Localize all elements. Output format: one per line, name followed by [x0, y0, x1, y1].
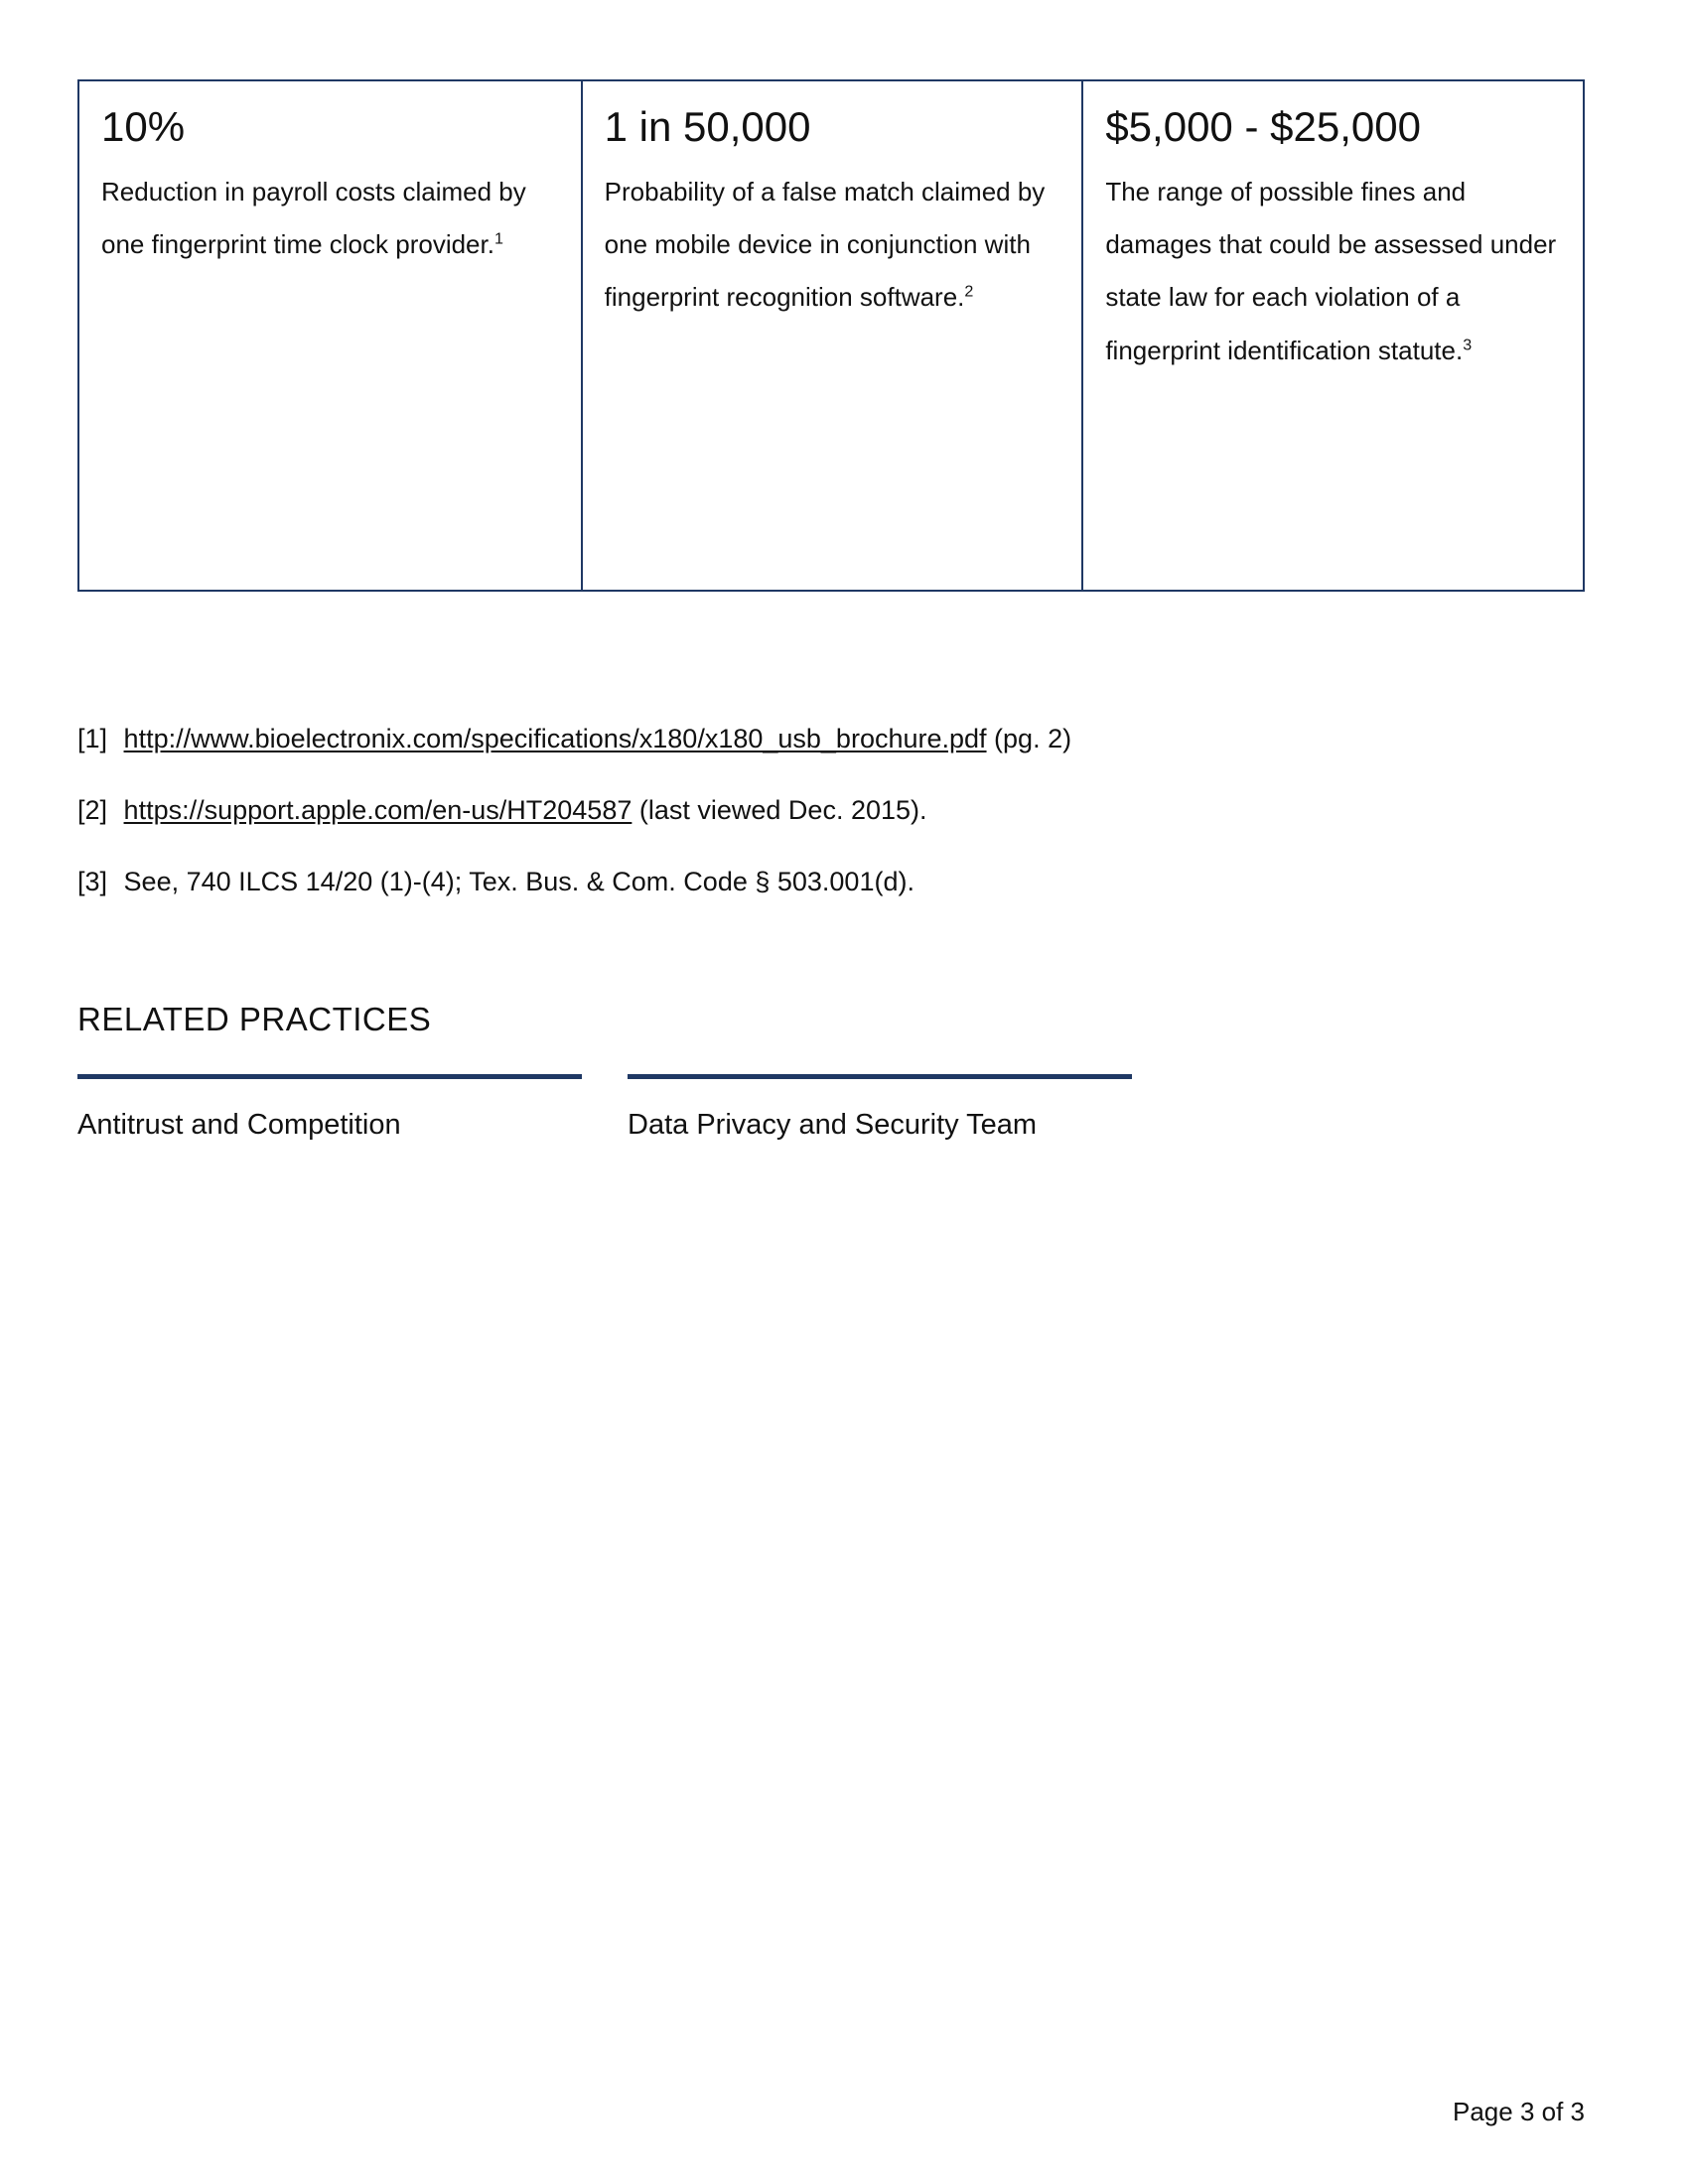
divider-rule: [628, 1074, 1132, 1079]
stat-body-text: Reduction in payroll costs claimed by one fingerprint time clock provider.: [101, 176, 526, 259]
stat-body-text: The range of possible fines and damages that could be assessed under state law for each violation of a fingerprint identification statute.: [1105, 176, 1557, 365]
footnote-2: [77, 794, 1587, 828]
stat-headline: $5,000 - $25,000: [1105, 103, 1421, 150]
stat-body: [1105, 166, 1557, 377]
stat-headline: 10%: [101, 103, 186, 150]
footnote-marker: [3]: [77, 866, 108, 896]
stat-headline: 1 in 50,000: [604, 103, 811, 150]
practice-item-data-privacy: [628, 1074, 1132, 1142]
footnote-marker: [2]: [77, 794, 108, 825]
related-practices-section: [77, 1001, 1132, 1142]
stats-table: [77, 79, 1585, 592]
stat-cell-fines-range: [1081, 81, 1583, 590]
related-practices-list: [77, 1074, 1132, 1142]
practice-label: Data Privacy and Security Team: [628, 1109, 1038, 1141]
stat-body: [605, 166, 1056, 325]
divider-rule: [77, 1074, 582, 1079]
footnote-ref-superscript: 1: [493, 229, 503, 248]
footnote-link[interactable]: https://support.apple.com/en-us/HT204587: [123, 794, 633, 825]
practice-item-antitrust: [77, 1074, 582, 1142]
footnote-3: [77, 866, 1587, 899]
stat-body: [101, 166, 555, 272]
practice-label: Antitrust and Competition: [77, 1109, 401, 1141]
footnote-link[interactable]: http://www.bioelectronix.com/specifications/x180/x180_usb_brochure.pdf: [123, 724, 987, 753]
footnote-marker: [1]: [77, 724, 108, 753]
stat-cell-payroll-reduction: [79, 81, 581, 590]
footnote-text: See, 740 ILCS 14/20 (1)-(4); Tex. Bus. & Com. Code § 503.001(d).: [123, 866, 914, 896]
footnote-suffix: (last viewed Dec. 2015).: [638, 794, 927, 825]
footnote-ref-superscript: 3: [1463, 335, 1473, 353]
footnote-ref-superscript: 2: [964, 282, 974, 301]
footnote-1: [77, 723, 1587, 756]
page-number: Page 3 of 3: [1453, 2097, 1585, 2126]
stat-body-text: Probability of a false match claimed by one mobile device in conjunction with fingerprint recognition software.: [604, 176, 1046, 313]
related-practices-heading: RELATED PRACTICES: [77, 1001, 432, 1037]
footnotes-section: [77, 723, 1587, 936]
stat-cell-false-match: [581, 81, 1082, 590]
footnote-suffix: (pg. 2): [994, 724, 1072, 753]
